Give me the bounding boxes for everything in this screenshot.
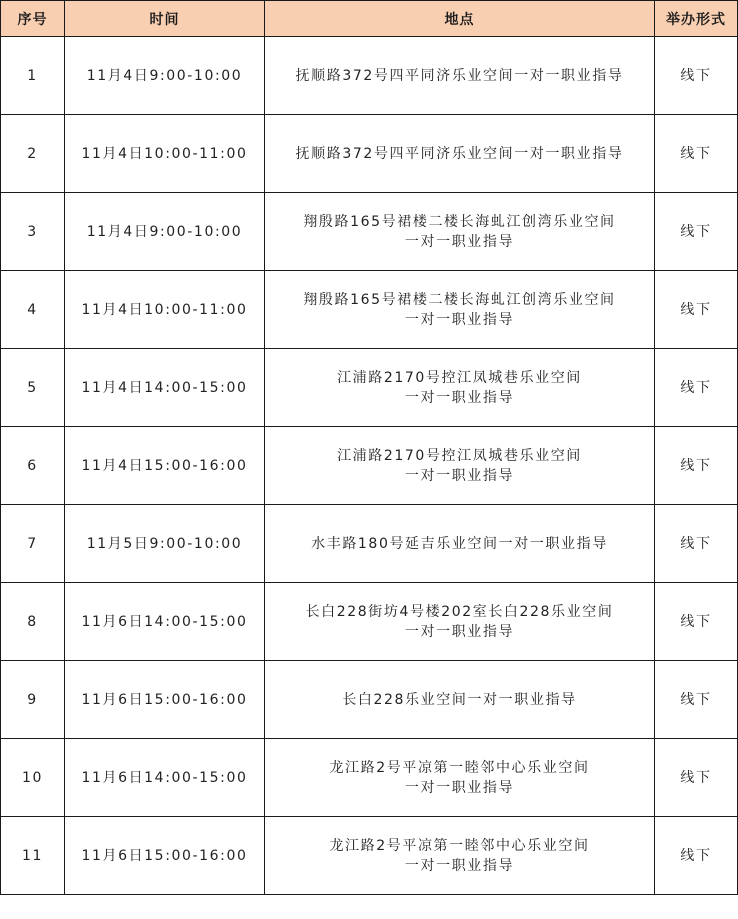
row-number: 11 [1,817,65,895]
row-number: 10 [1,739,65,817]
header-time: 时间 [65,1,265,37]
row-place [265,583,655,661]
row-number: 4 [1,271,65,349]
row-place [265,349,655,427]
table-row [1,817,738,895]
row-time: 11月6日15:00-16:00 [65,661,265,739]
header-mode: 举办形式 [655,1,738,37]
row-mode: 线下 [655,817,738,895]
place-line: 一对一职业指导 [404,311,515,328]
table-row [1,349,738,427]
row-place [265,427,655,505]
table-row [1,583,738,661]
place-line: 龙江路2号平凉第一睦邻中心乐业空间 [329,759,590,776]
header-place: 地点 [265,1,655,37]
header-row [1,1,738,37]
row-place [265,505,655,583]
place-line: 翔殷路165号裙楼二楼长海虬江创湾乐业空间 [303,213,616,230]
row-mode: 线下 [655,583,738,661]
place-line: 长白228街坊4号楼202室长白228乐业空间 [305,603,614,620]
row-place [265,817,655,895]
row-mode: 线下 [655,505,738,583]
table-row [1,661,738,739]
row-mode: 线下 [655,739,738,817]
row-mode: 线下 [655,37,738,115]
table-row [1,37,738,115]
row-number: 8 [1,583,65,661]
place-line: 翔殷路165号裙楼二楼长海虬江创湾乐业空间 [303,291,616,308]
row-time: 11月4日14:00-15:00 [65,349,265,427]
row-time: 11月6日14:00-15:00 [65,583,265,661]
row-time: 11月4日10:00-11:00 [65,115,265,193]
place-line: 一对一职业指导 [404,779,515,796]
row-mode: 线下 [655,349,738,427]
row-number: 6 [1,427,65,505]
row-time: 11月4日15:00-16:00 [65,427,265,505]
place-line: 抚顺路372号四平同济乐业空间一对一职业指导 [295,145,624,162]
row-mode: 线下 [655,427,738,505]
row-number: 1 [1,37,65,115]
row-time: 11月6日15:00-16:00 [65,817,265,895]
row-time: 11月5日9:00-10:00 [65,505,265,583]
place-line: 抚顺路372号四平同济乐业空间一对一职业指导 [295,67,624,84]
row-number: 5 [1,349,65,427]
table-body [1,37,738,895]
row-mode: 线下 [655,271,738,349]
row-time: 11月4日9:00-10:00 [65,37,265,115]
row-place [265,661,655,739]
place-line: 水丰路180号延吉乐业空间一对一职业指导 [311,535,608,552]
place-line: 一对一职业指导 [404,467,515,484]
place-line: 长白228乐业空间一对一职业指导 [342,691,577,708]
row-number: 2 [1,115,65,193]
table-row [1,427,738,505]
row-number: 7 [1,505,65,583]
table-row [1,193,738,271]
row-place [265,739,655,817]
row-place [265,193,655,271]
row-mode: 线下 [655,661,738,739]
place-line: 一对一职业指导 [404,857,515,874]
place-line: 江浦路2170号控江凤城巷乐业空间 [337,369,582,386]
table-row [1,505,738,583]
table-header [1,1,738,37]
header-no: 序号 [1,1,65,37]
table-row [1,271,738,349]
row-time: 11月6日14:00-15:00 [65,739,265,817]
row-mode: 线下 [655,115,738,193]
place-line: 一对一职业指导 [404,233,515,250]
row-place [265,115,655,193]
place-line: 江浦路2170号控江凤城巷乐业空间 [337,447,582,464]
row-time: 11月4日9:00-10:00 [65,193,265,271]
place-line: 一对一职业指导 [404,623,515,640]
row-number: 3 [1,193,65,271]
row-place [265,37,655,115]
table-row [1,115,738,193]
row-mode: 线下 [655,193,738,271]
row-place [265,271,655,349]
table-row [1,739,738,817]
row-time: 11月4日10:00-11:00 [65,271,265,349]
place-line: 一对一职业指导 [404,389,515,406]
row-number: 9 [1,661,65,739]
place-line: 龙江路2号平凉第一睦邻中心乐业空间 [329,837,590,854]
